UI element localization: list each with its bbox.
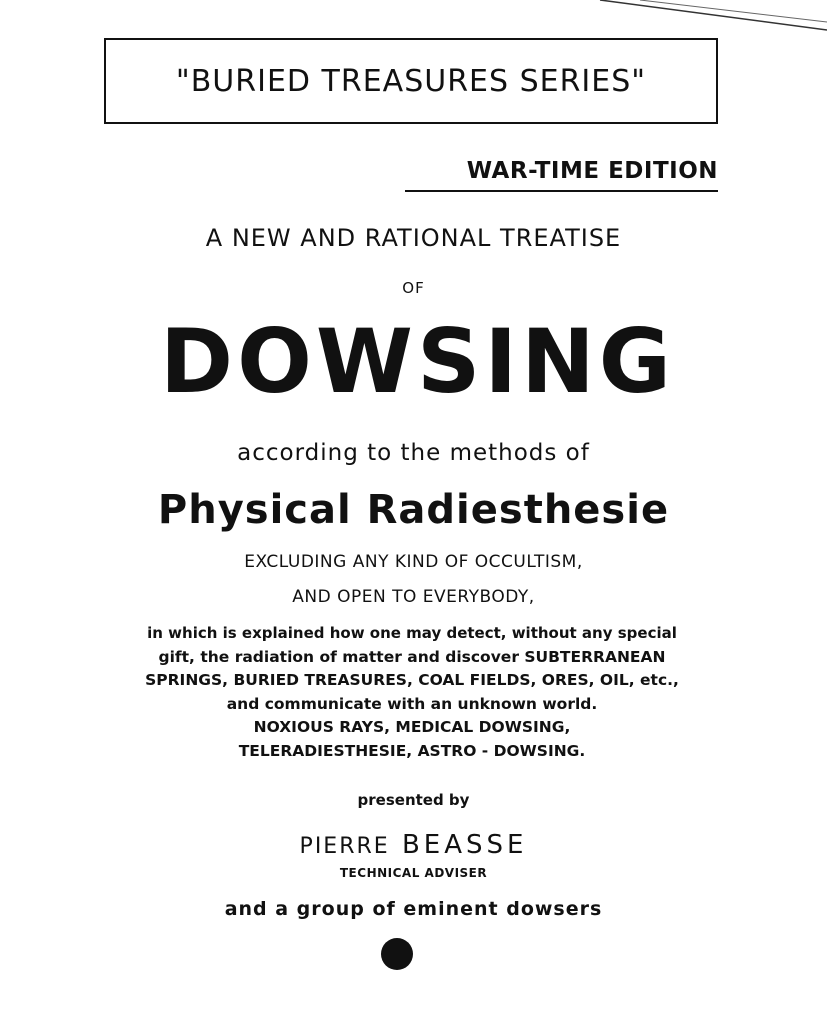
ornament-dot [381, 938, 413, 970]
series-title-box [104, 38, 718, 124]
author-name [0, 830, 827, 860]
description-paragraph [112, 622, 712, 763]
description-line: TELERADIESTHESIE, ASTRO - DOWSING. [238, 741, 586, 760]
main-title: DOWSING [160, 310, 675, 413]
series-title: "BURIED TREASURES SERIES" [175, 63, 647, 99]
description-line: in which is explained how one may detect, without any special [147, 624, 677, 642]
description-line: NOXIOUS RAYS, MEDICAL DOWSING, [253, 718, 571, 736]
excluding-line-2: AND OPEN TO EVERYBODY, [292, 587, 535, 607]
author-last-name: BEASSE [401, 830, 528, 860]
according-line: according to the methods of [237, 440, 590, 466]
treatise-subtitle: A NEW AND RATIONAL TREATISE [205, 224, 622, 252]
description-line: and communicate with an unknown world. [226, 694, 598, 713]
edition-label: WAR-TIME EDITION [405, 158, 718, 192]
presented-by: presented by [357, 791, 470, 809]
author-first-name: PIERRE [299, 834, 390, 859]
excluding-line-1: EXCLUDING ANY KIND OF OCCULTISM, [244, 552, 583, 572]
of-word: OF [402, 279, 425, 297]
group-line: and a group of eminent dowsers [224, 898, 603, 920]
description-line: SPRINGS, BURIED TREASURES, COAL FIELDS, ORES, OIL, etc., [145, 671, 679, 689]
author-role: TECHNICAL ADVISER [339, 866, 488, 880]
method-title: Physical Radiesthesie [157, 487, 670, 533]
description-line: gift, the radiation of matter and discover SUBTERRANEAN [158, 647, 666, 666]
